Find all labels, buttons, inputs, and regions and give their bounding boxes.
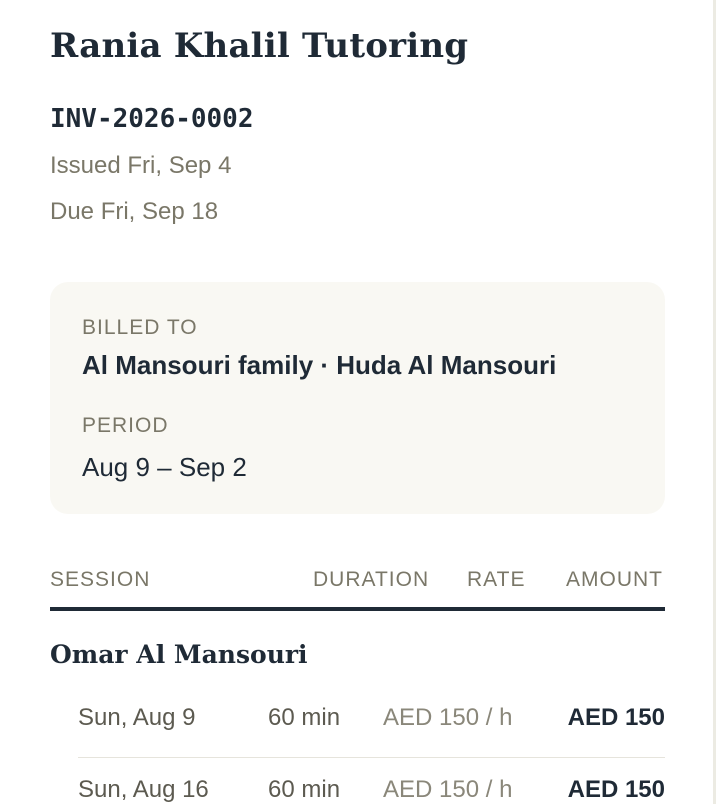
billed-to-value: Al Mansouri family · Huda Al Mansouri — [82, 350, 557, 380]
column-header-rate: RATE — [467, 568, 526, 591]
period-label: PERIOD — [82, 414, 169, 437]
session-date: Sun, Aug 16 — [78, 776, 209, 803]
billed-to-label: BILLED TO — [82, 316, 198, 339]
session-amount: AED 150 — [567, 704, 665, 731]
student-name: Omar Al Mansouri — [50, 640, 308, 669]
column-header-duration: DURATION — [313, 568, 430, 591]
header-divider — [50, 607, 665, 611]
period-value: Aug 9 – Sep 2 — [82, 452, 247, 482]
row-divider — [78, 757, 665, 758]
table-row — [50, 704, 665, 774]
column-header-amount: AMOUNT — [566, 568, 663, 591]
session-amount: AED 150 — [567, 776, 665, 803]
issued-date: Issued Fri, Sep 4 — [50, 152, 232, 179]
due-date: Due Fri, Sep 18 — [50, 198, 219, 225]
session-duration: 60 min — [268, 776, 341, 803]
session-date: Sun, Aug 9 — [78, 704, 196, 731]
table-row — [50, 776, 665, 804]
session-rate: AED 150 / h — [383, 704, 513, 731]
column-header-session: SESSION — [50, 568, 151, 591]
session-rate: AED 150 / h — [383, 776, 513, 803]
billing-card — [50, 282, 665, 514]
invoice-number: INV-2026-0002 — [50, 104, 254, 134]
business-name: Rania Khalil Tutoring — [50, 26, 469, 66]
session-duration: 60 min — [268, 704, 341, 731]
